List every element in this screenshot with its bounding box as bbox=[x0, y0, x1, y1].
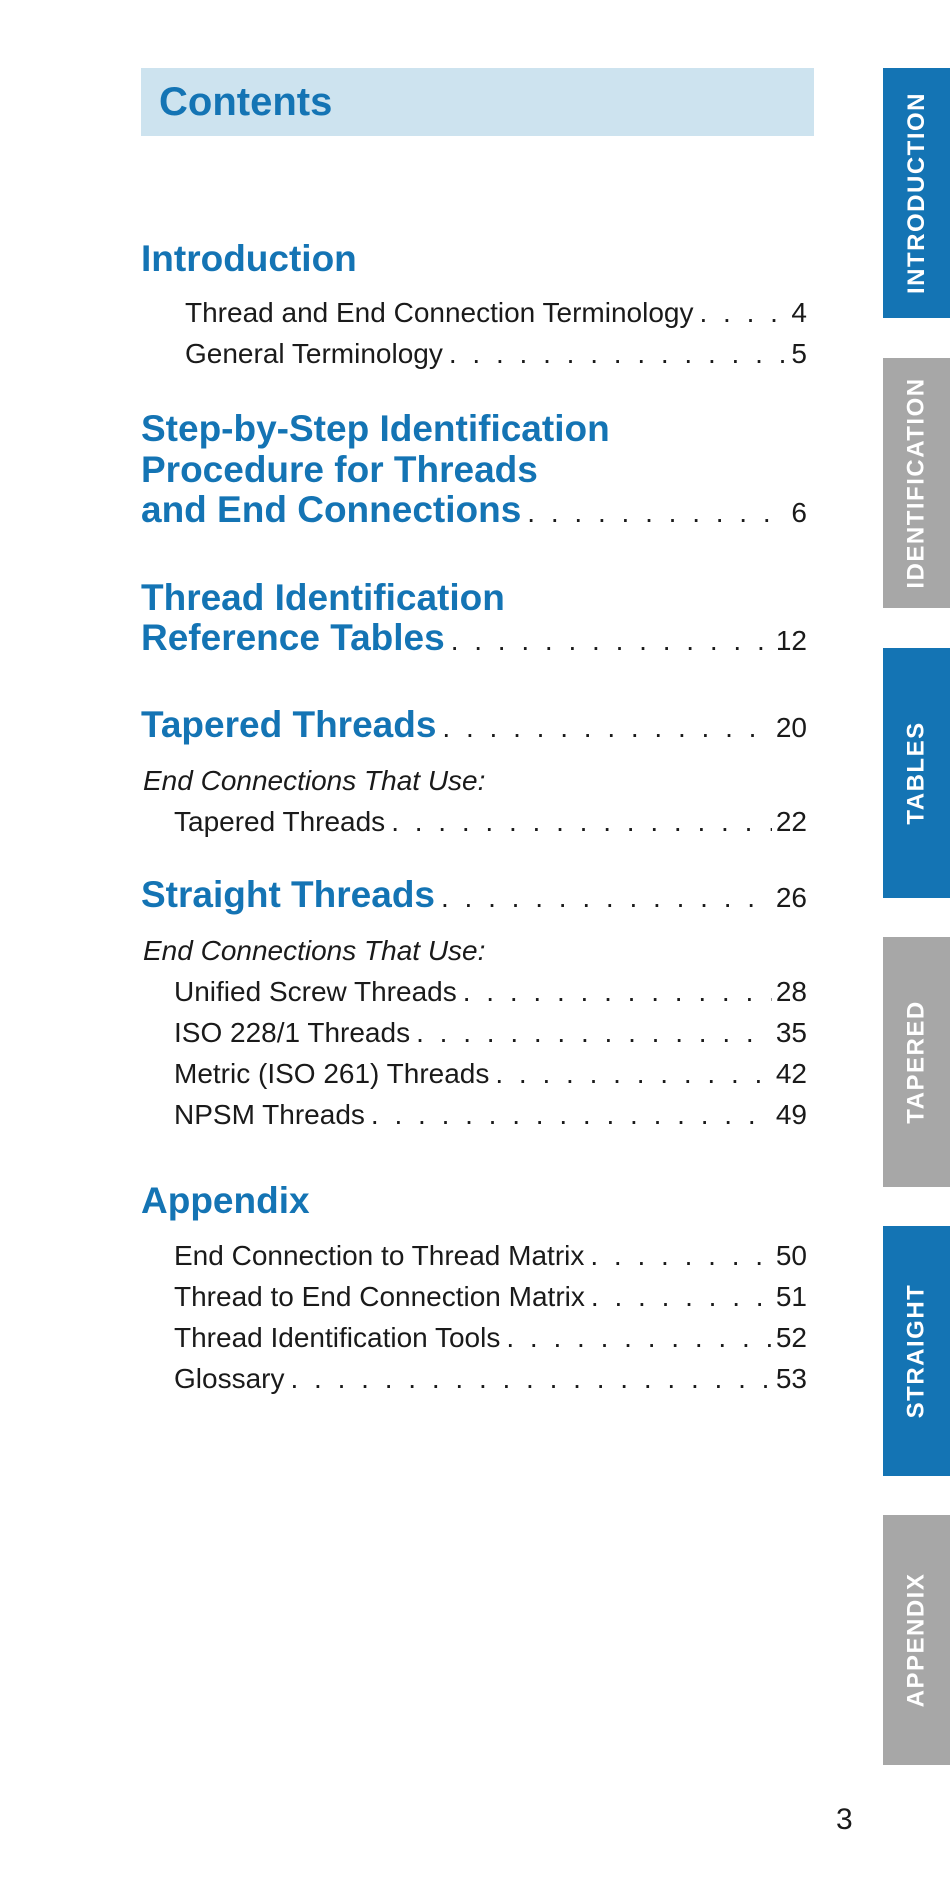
tab-introduction[interactable] bbox=[883, 68, 950, 318]
leader-dots bbox=[442, 708, 771, 748]
section-title-step-by-step-line1: Step-by-Step Identification bbox=[141, 408, 610, 449]
toc-entry-page: 53 bbox=[775, 1363, 807, 1394]
toc-entry-label: Glossary bbox=[174, 1363, 285, 1394]
leader-dots bbox=[591, 1277, 772, 1317]
tab-label: STRAIGHT bbox=[902, 1283, 930, 1419]
leader-dots bbox=[451, 621, 772, 661]
page-number: 3 bbox=[836, 1803, 853, 1836]
section-title-reference-tables-line1: Thread Identification bbox=[141, 577, 505, 618]
toc-entry-label: Tapered Threads bbox=[174, 806, 386, 837]
toc-entry-page: 49 bbox=[775, 1099, 807, 1130]
toc-section-entry-step-by-step[interactable] bbox=[141, 490, 807, 533]
toc-entry[interactable] bbox=[174, 972, 807, 1012]
toc-entry-page: 22 bbox=[775, 806, 807, 837]
toc-entry[interactable] bbox=[174, 802, 807, 842]
toc-section-entry-tapered[interactable] bbox=[141, 705, 807, 748]
tab-tables[interactable] bbox=[883, 648, 950, 898]
tab-straight[interactable] bbox=[883, 1226, 950, 1476]
toc-entry-page: 42 bbox=[775, 1058, 807, 1089]
toc-entry-label: Unified Screw Threads bbox=[174, 976, 457, 1007]
toc-section-entry-straight[interactable] bbox=[141, 875, 807, 918]
toc-entry[interactable] bbox=[174, 1236, 807, 1276]
tab-label: IDENTIFICATION bbox=[902, 377, 930, 589]
toc-entry-page: 5 bbox=[791, 338, 807, 369]
leader-dots bbox=[463, 972, 772, 1012]
leader-dots bbox=[699, 293, 787, 333]
toc-entry-label: Thread and End Connection Terminology bbox=[185, 297, 694, 328]
tab-identification[interactable] bbox=[883, 358, 950, 608]
toc-entry[interactable] bbox=[174, 1318, 807, 1358]
leader-dots bbox=[527, 493, 787, 533]
toc-entry-page: 28 bbox=[775, 976, 807, 1007]
section-title-straight: Straight Threads bbox=[141, 874, 435, 915]
toc-entry-label: Metric (ISO 261) Threads bbox=[174, 1058, 490, 1089]
leader-dots bbox=[495, 1054, 771, 1094]
toc-entry-page: 6 bbox=[791, 497, 807, 528]
leader-dots bbox=[290, 1359, 771, 1399]
section-title-appendix: Appendix bbox=[141, 1180, 310, 1221]
toc-entry-page: 4 bbox=[791, 297, 807, 328]
leader-dots bbox=[391, 802, 772, 842]
toc-entry-label: End Connection to Thread Matrix bbox=[174, 1240, 585, 1271]
subhead-straight: End Connections That Use: bbox=[143, 935, 486, 966]
subhead-tapered: End Connections That Use: bbox=[143, 765, 486, 796]
toc-entry[interactable] bbox=[174, 1013, 807, 1053]
tab-label: TABLES bbox=[902, 721, 930, 825]
leader-dots bbox=[416, 1013, 772, 1053]
toc-entry-page: 20 bbox=[775, 712, 807, 743]
toc-entry-label: ISO 228/1 Threads bbox=[174, 1017, 411, 1048]
leader-dots bbox=[449, 334, 788, 374]
section-title-introduction: Introduction bbox=[141, 238, 357, 279]
toc-entry-page: 26 bbox=[775, 882, 807, 913]
toc-section-entry-reference-tables[interactable] bbox=[141, 618, 807, 661]
toc-entry-page: 52 bbox=[775, 1322, 807, 1353]
page-title: Contents bbox=[159, 80, 333, 124]
section-title-step-by-step-line3: and End Connections bbox=[141, 489, 522, 530]
toc-entry-label: General Terminology bbox=[185, 338, 443, 369]
section-title-reference-tables-line2: Reference Tables bbox=[141, 617, 445, 658]
toc-entry-label: Thread to End Connection Matrix bbox=[174, 1281, 585, 1312]
toc-entry-page: 12 bbox=[775, 625, 807, 656]
tab-label: TAPERED bbox=[902, 1000, 930, 1124]
tab-label: APPENDIX bbox=[902, 1572, 930, 1708]
toc-entry-page: 51 bbox=[775, 1281, 807, 1312]
toc-entry-label: Thread Identification Tools bbox=[174, 1322, 501, 1353]
toc-entry-page: 50 bbox=[775, 1240, 807, 1271]
tab-appendix[interactable] bbox=[883, 1515, 950, 1765]
toc-entry[interactable] bbox=[174, 1054, 807, 1094]
toc-entry-page: 35 bbox=[775, 1017, 807, 1048]
tab-tapered[interactable] bbox=[883, 937, 950, 1187]
leader-dots bbox=[441, 878, 772, 918]
toc-entry-label: NPSM Threads bbox=[174, 1099, 365, 1130]
section-title-tapered: Tapered Threads bbox=[141, 704, 437, 745]
tab-label: INTRODUCTION bbox=[902, 92, 930, 294]
toc-entry[interactable] bbox=[174, 1359, 807, 1399]
leader-dots bbox=[590, 1236, 771, 1276]
leader-dots bbox=[506, 1318, 771, 1358]
section-title-step-by-step-line2: Procedure for Threads bbox=[141, 449, 538, 490]
contents-header-bar bbox=[141, 68, 814, 136]
leader-dots bbox=[371, 1095, 772, 1135]
toc-entry[interactable] bbox=[174, 1277, 807, 1317]
toc-entry[interactable] bbox=[185, 293, 807, 333]
toc-entry[interactable] bbox=[185, 334, 807, 374]
toc-entry[interactable] bbox=[174, 1095, 807, 1135]
